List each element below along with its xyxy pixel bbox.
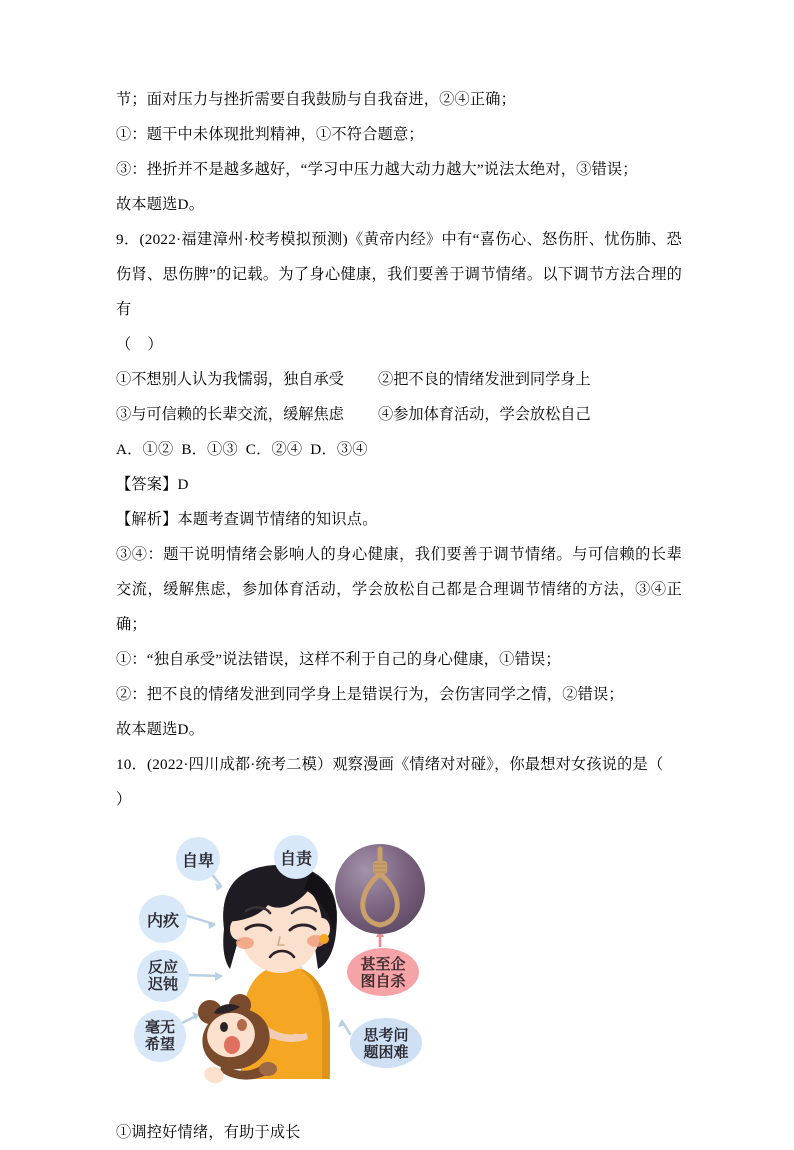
bubble-label-4-bottom: 迟钝	[147, 976, 179, 993]
option-1: ①不想别人认为我懦弱，独自承受	[116, 371, 344, 388]
bubble-label-6-bottom: 图自杀	[360, 973, 406, 990]
question-10-option-1: ①调控好情绪，有助于成长	[116, 1124, 301, 1141]
question-9-analysis-4: ②：把不良的情绪发泄到同学身上是错误行为，会伤害同学之情，②错误；	[116, 686, 624, 703]
option-3: ③与可信赖的长辈交流，缓解焦虑	[116, 406, 344, 423]
option-2: ②把不良的情绪发泄到同学身上	[378, 371, 591, 388]
question-9-blank: （ ）	[116, 336, 163, 353]
bubble-label-7-top: 思考问	[363, 1027, 409, 1044]
option-4: ④参加体育活动，学会放松自己	[378, 406, 591, 423]
question-9-choices: A．①② B．①③ C．②④ D．③④	[116, 441, 368, 458]
emotion-cartoon-figure	[118, 829, 440, 1101]
bubble-label-3: 内疚	[146, 913, 180, 930]
body-line-2: ①：题干中未体现批判精神，①不符合题意；	[116, 126, 424, 143]
bubble-label-6-top: 甚至企	[360, 956, 406, 973]
bubble-label-5-bottom: 希望	[144, 1036, 176, 1053]
bubble-label-1: 自卑	[181, 853, 215, 870]
question-10-stem: 10．(2022·四川成都·统考二模）观察漫画《情绪对对碰》，你最想对女孩说的是（	[116, 756, 664, 773]
document-content	[116, 82, 682, 1150]
question-9-analysis-2: ③④：题干说明情绪会影响人的身心健康，我们要善于调节情绪。与可信赖的长辈交流，缓解焦虑，参加体育活动，学会放松自己都是合理调节情绪的方法，③④正确；	[116, 546, 682, 633]
question-9-options-row-1	[116, 362, 682, 397]
bubble-label-4-top: 反应	[147, 959, 179, 976]
question-9-analysis-1: 【解析】本题考查调节情绪的知识点。	[116, 511, 378, 528]
question-9-options-row-2	[116, 397, 682, 432]
question-9-analysis-3: ①：“独自承受”说法错误，这样不利于自己的身心健康，①错误；	[116, 651, 561, 668]
question-10-stem-cont: ）	[116, 791, 132, 808]
bubble-label-5-top: 毫无	[144, 1019, 176, 1036]
body-line-1: 节；面对压力与挫折需要自我鼓励与自我奋进，②④正确；	[116, 91, 517, 108]
question-9-stem: 9．(2022·福建漳州·校考模拟预测)《黄帝内经》中有“喜伤心、怒伤肝、忧伤肺、恐伤肾、思伤脾”的记载。为了身心健康，我们要善于调节情绪。以下调节方法合理的有	[116, 231, 682, 318]
emotion-cartoon-image	[118, 829, 440, 1101]
question-9-answer: 【答案】D	[116, 476, 189, 493]
question-9-analysis-5: 故本题选D。	[116, 721, 205, 738]
bubble-label-7-bottom: 题困难	[363, 1044, 409, 1061]
body-line-4: 故本题选D。	[116, 196, 205, 213]
body-line-3: ③：挫折并不是越多越好，“学习中压力越大动力越大”说法太绝对，③错误；	[116, 161, 638, 178]
bubble-label-2: 自责	[279, 851, 313, 868]
